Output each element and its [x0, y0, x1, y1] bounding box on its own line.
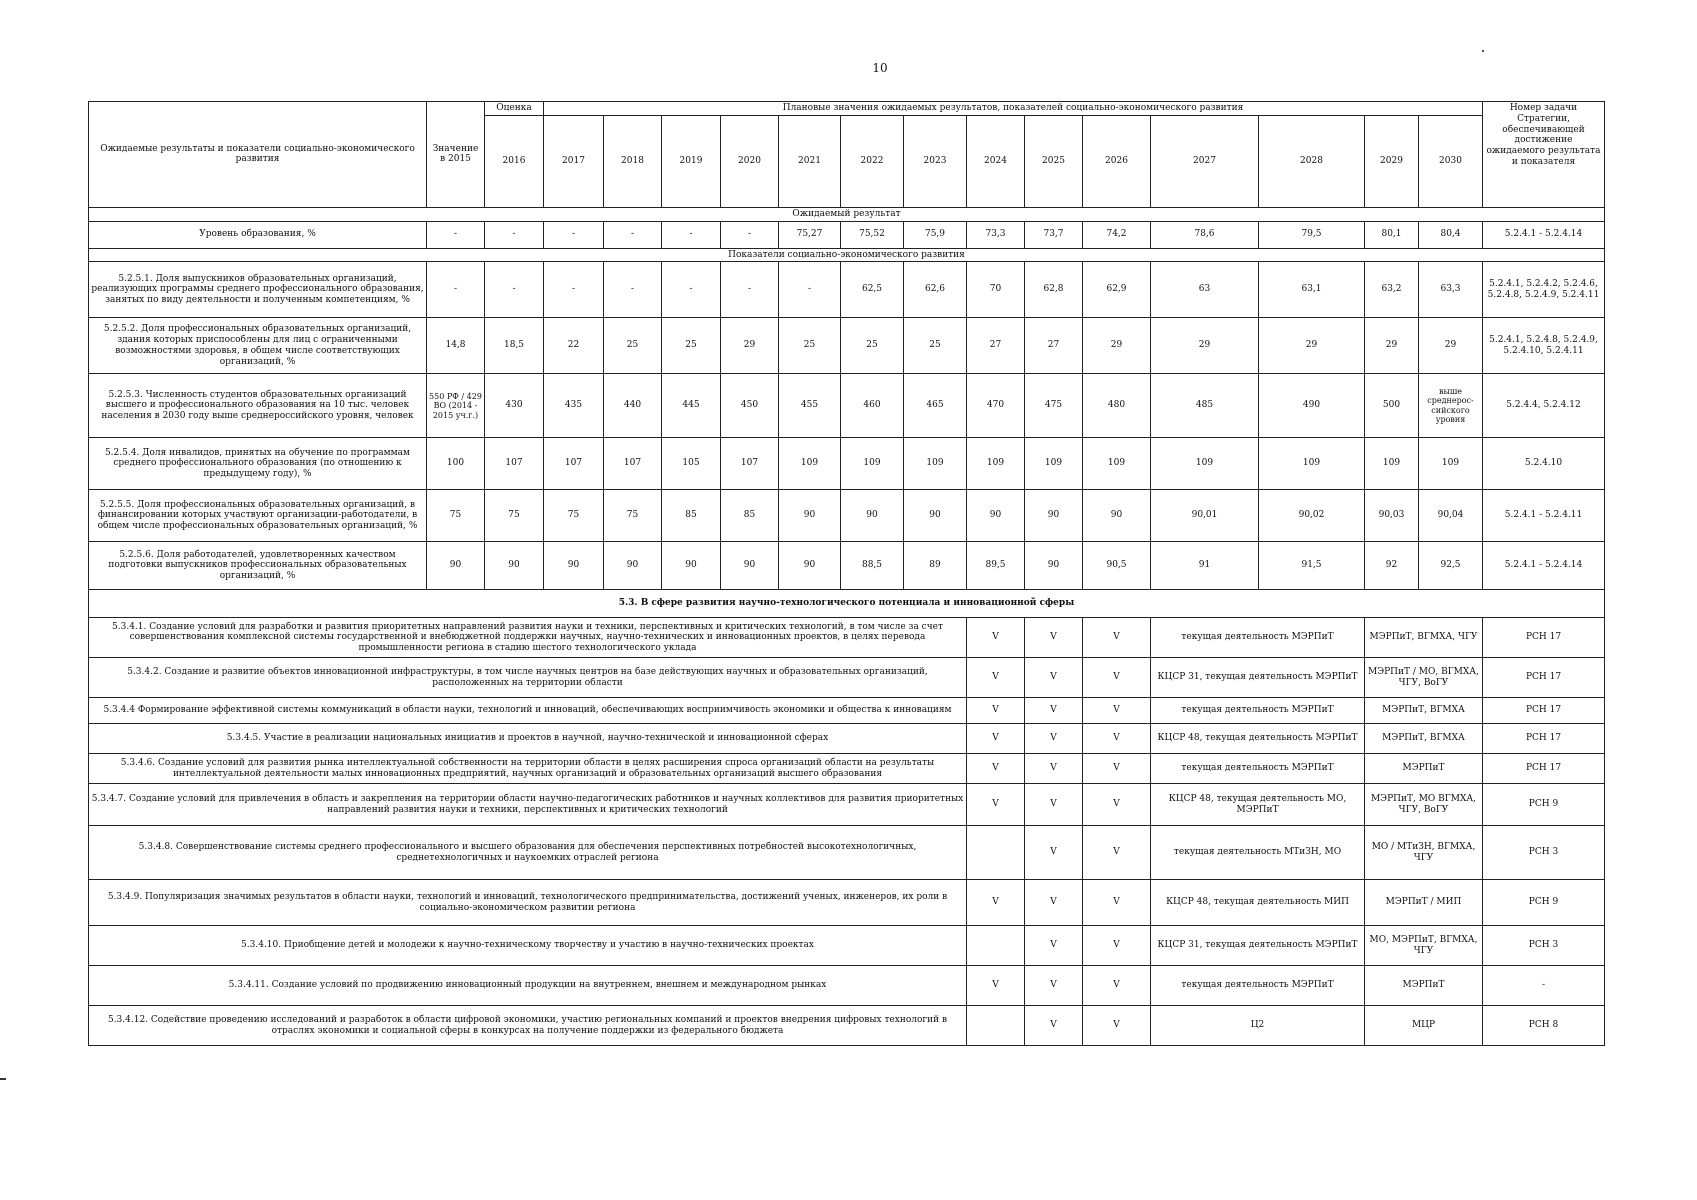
value-cell: 63,2	[1365, 262, 1419, 318]
value-cell: -	[485, 262, 544, 318]
science-row	[89, 784, 1605, 826]
value-cell: 90,01	[1151, 490, 1259, 542]
mark-2025-2030: V	[1025, 698, 1083, 724]
executor: МО / МТиЗН, ВГМХА, ЧГУ	[1365, 826, 1483, 880]
value-cell: 90	[604, 542, 662, 590]
year-header: 2016	[485, 115, 544, 207]
mark-2031-2035: V	[1083, 784, 1151, 826]
value-cell: 465	[904, 374, 967, 438]
value-cell: -	[485, 221, 544, 248]
value-cell: 75,52	[841, 221, 904, 248]
measure-label: 5.3.4.9. Популяризация значимых результатов в области науки, технологий и инноваций, технологического предпринимательства, достижений ученых, инженеров, их роли в социально-экономическом развитии региона	[89, 880, 967, 926]
value-cell: 89,5	[967, 542, 1025, 590]
task-cell: 5.2.4.1, 5.2.4.8, 5.2.4.9, 5.2.4.10, 5.2.4.11	[1483, 318, 1605, 374]
value-cell: 105	[662, 438, 721, 490]
indicator-label: 5.2.5.1. Доля выпускников образовательных организаций, реализующих программы среднего профессионального образования, занятых по виду деятельности и полученным компетенциям, %	[89, 262, 427, 318]
value-cell: 29	[1151, 318, 1259, 374]
strategy-code: РСН 9	[1483, 880, 1605, 926]
value-cell: 29	[1259, 318, 1365, 374]
value-cell: 18,5	[485, 318, 544, 374]
mark-2019-2024: V	[967, 754, 1025, 784]
measure-label: 5.3.4.6. Создание условий для развития рынка интеллектуальной собственности на территории области в целях расширения спроса организаций области на результаты интеллектуальной деятельности малых инновационных предприятий, научных организаций и образовательных организаций высшего образования	[89, 754, 967, 784]
mark-2025-2030: V	[1025, 926, 1083, 966]
value-cell: 109	[904, 438, 967, 490]
mark-2019-2024: V	[967, 880, 1025, 926]
value-cell: 62,5	[841, 262, 904, 318]
mark-2019-2024	[967, 1006, 1025, 1046]
mark-2019-2024: V	[967, 658, 1025, 698]
science-row	[89, 1006, 1605, 1046]
value-cell: 63	[1151, 262, 1259, 318]
value-cell: 70	[967, 262, 1025, 318]
value-cell: 107	[485, 438, 544, 490]
value-cell: 25	[841, 318, 904, 374]
value-cell: 480	[1083, 374, 1151, 438]
value-cell: 90,5	[1083, 542, 1151, 590]
value-cell: 90	[662, 542, 721, 590]
value-cell: 62,6	[904, 262, 967, 318]
year-header: 2021	[779, 115, 841, 207]
value-cell: 90,04	[1419, 490, 1483, 542]
expected-label: Уровень образования, %	[89, 221, 427, 248]
mark-2031-2035: V	[1083, 618, 1151, 658]
mark-2019-2024	[967, 926, 1025, 966]
value-cell: 90	[967, 490, 1025, 542]
science-row	[89, 826, 1605, 880]
value-cell: 100	[427, 438, 485, 490]
value-cell: 90	[1025, 542, 1083, 590]
indicator-label: 5.2.5.4. Доля инвалидов, принятых на обучение по программам среднего профессионального образования (по отношению к предыдущему году), %	[89, 438, 427, 490]
value-cell: 25	[779, 318, 841, 374]
mark-2031-2035: V	[1083, 754, 1151, 784]
year-header: 2017	[544, 115, 604, 207]
value-cell: 62,9	[1083, 262, 1151, 318]
indicator-label: 5.2.5.2. Доля профессиональных образовательных организаций, здания которых приспособлены для лиц с ограниченными возможностями здоровья, в общем числе соответствующих организаций, %	[89, 318, 427, 374]
mark-2025-2030: V	[1025, 724, 1083, 754]
mark-2019-2024: V	[967, 724, 1025, 754]
value-cell: 90	[1025, 490, 1083, 542]
value-cell: 90	[779, 490, 841, 542]
executor: МЭРПиТ	[1365, 966, 1483, 1006]
year-header: 2025	[1025, 115, 1083, 207]
indicator-label: 5.2.5.5. Доля профессиональных образовательных организаций, в финансировании которых участвуют организации-работодатели, в общем числе профессиональных образовательных организаций, %	[89, 490, 427, 542]
value-cell: -	[662, 221, 721, 248]
year-header: 2023	[904, 115, 967, 207]
mark-2031-2035: V	[1083, 698, 1151, 724]
funding-source: КЦСР 48, текущая деятельность МО, МЭРПиТ	[1151, 784, 1365, 826]
value-cell: 74,2	[1083, 221, 1151, 248]
header-task: Номер задачи Стратегии, обеспечивающей достижение ожидаемого результата и показателя	[1483, 102, 1605, 208]
page-number: 10	[872, 61, 888, 75]
value-cell: 90	[779, 542, 841, 590]
value-cell: 92	[1365, 542, 1419, 590]
scan-edge-mark	[0, 1078, 6, 1080]
mark-2025-2030: V	[1025, 618, 1083, 658]
task-cell: 5.2.4.1 - 5.2.4.14	[1483, 542, 1605, 590]
indicator-label: 5.2.5.6. Доля работодателей, удовлетворенных качеством подготовки выпускников профессиональных образовательных организаций, %	[89, 542, 427, 590]
strategy-code: РСН 9	[1483, 784, 1605, 826]
value-cell: 107	[721, 438, 779, 490]
value-cell: 90	[721, 542, 779, 590]
value-cell: -	[721, 221, 779, 248]
value-cell: 22	[544, 318, 604, 374]
value-cell: 75,9	[904, 221, 967, 248]
value-cell: 109	[1025, 438, 1083, 490]
science-row	[89, 754, 1605, 784]
indicator-row	[89, 318, 1605, 374]
value-cell: 29	[1083, 318, 1151, 374]
measure-label: 5.3.4.5. Участие в реализации национальных инициатив и проектов в научной, научно-технической и инновационной сферах	[89, 724, 967, 754]
funding-source: текущая деятельность МЭРПиТ	[1151, 754, 1365, 784]
measure-label: 5.3.4.11. Создание условий по продвижению инновационный продукции на внутреннем, внешнем и международном рынках	[89, 966, 967, 1006]
funding-source: текущая деятельность МЭРПиТ	[1151, 698, 1365, 724]
value-cell: 90	[904, 490, 967, 542]
value-cell: 109	[967, 438, 1025, 490]
mark-2019-2024: V	[967, 784, 1025, 826]
value-cell: 109	[1151, 438, 1259, 490]
mark-2031-2035: V	[1083, 926, 1151, 966]
funding-source: КЦСР 31, текущая деятельность МЭРПиТ	[1151, 658, 1365, 698]
value-cell: 550 РФ / 429 ВО (2014 - 2015 уч.г.)	[427, 374, 485, 438]
executor: МЭРПиТ	[1365, 754, 1483, 784]
value-cell: выше среднерос-сийского уровня	[1419, 374, 1483, 438]
executor: МЭРПиТ, ВГМХА	[1365, 698, 1483, 724]
mark-2031-2035: V	[1083, 1006, 1151, 1046]
funding-source: текущая деятельность МТиЗН, МО	[1151, 826, 1365, 880]
task-cell: 5.2.4.10	[1483, 438, 1605, 490]
measure-label: 5.3.4.4 Формирование эффективной системы коммуникаций в области науки, технологий и инноваций, обеспечивающих восприимчивость экономики и общества к инновациям	[89, 698, 967, 724]
year-header: 2029	[1365, 115, 1419, 207]
year-header: 2020	[721, 115, 779, 207]
executor: МЭРПиТ, ВГМХА, ЧГУ	[1365, 618, 1483, 658]
executor: МЭРПиТ / МО, ВГМХА, ЧГУ, ВоГУ	[1365, 658, 1483, 698]
value-cell: 91,5	[1259, 542, 1365, 590]
value-cell: 90	[1083, 490, 1151, 542]
executor: МЭРПиТ / МИП	[1365, 880, 1483, 926]
measure-label: 5.3.4.10. Приобщение детей и молодежи к научно-техническому творчеству и участию в научно-технических проектах	[89, 926, 967, 966]
measure-label: 5.3.4.1. Создание условий для разработки и развития приоритетных направлений развития науки и техники, перспективных и критических технологий, в том числе за счет совершенствования комплексной системы государственной и внебюджетной поддержки научных, научно-технических и инновационных проектов, в целях перевода промышленности региона в стадию шестого технологического уклада	[89, 618, 967, 658]
value-cell: 73,7	[1025, 221, 1083, 248]
task-cell: 5.2.4.1, 5.2.4.2, 5.2.4.6, 5.2.4.8, 5.2.4.9, 5.2.4.11	[1483, 262, 1605, 318]
value-cell: 27	[967, 318, 1025, 374]
value-cell: -	[544, 262, 604, 318]
mark-2025-2030: V	[1025, 826, 1083, 880]
value-cell: 78,6	[1151, 221, 1259, 248]
value-cell: 430	[485, 374, 544, 438]
measure-label: 5.3.4.8. Совершенствование системы среднего профессионального и высшего образования для обеспечения перспективных потребностей высокотехнологичных, среднетехнологичных и наукоемких отраслей региона	[89, 826, 967, 880]
value-cell: 440	[604, 374, 662, 438]
header-indicator: Ожидаемые результаты и показатели социально-экономического развития	[89, 102, 427, 208]
strategy-code: РСН 3	[1483, 826, 1605, 880]
executor: МЭРПиТ, МО ВГМХА, ЧГУ, ВоГУ	[1365, 784, 1483, 826]
value-cell: -	[721, 262, 779, 318]
funding-source: КЦСР 31, текущая деятельность МЭРПиТ	[1151, 926, 1365, 966]
year-header: 2027	[1151, 115, 1259, 207]
value-cell: 455	[779, 374, 841, 438]
task-cell: 5.2.4.4, 5.2.4.12	[1483, 374, 1605, 438]
mark-2025-2030: V	[1025, 784, 1083, 826]
value-cell: 62,8	[1025, 262, 1083, 318]
indicator-label: 5.2.5.3. Численность студентов образовательных организаций высшего и профессионального образования на 10 тыс. человек населения в 2030 году выше среднероссийского уровня, человек	[89, 374, 427, 438]
value-cell: 435	[544, 374, 604, 438]
value-cell: 109	[1083, 438, 1151, 490]
value-cell: 450	[721, 374, 779, 438]
measure-label: 5.3.4.12. Содействие проведению исследований и разработок в области цифровой экономики, участию региональных компаний и проектов внедрения цифровых технологий в отраслях экономики и социальной сферы в конкурсах на получение поддержки из федерального бюджета	[89, 1006, 967, 1046]
value-cell: 85	[721, 490, 779, 542]
value-cell: 25	[662, 318, 721, 374]
funding-source: текущая деятельность МЭРПиТ	[1151, 618, 1365, 658]
value-cell: -	[604, 262, 662, 318]
value-cell: 88,5	[841, 542, 904, 590]
measure-label: 5.3.4.2. Создание и развитие объектов инновационной инфраструктуры, в том числе научных центров на базе действующих научных и образовательных организаций, расположенных на территории области	[89, 658, 967, 698]
value-cell: 73,3	[967, 221, 1025, 248]
mark-2025-2030: V	[1025, 880, 1083, 926]
mark-2031-2035: V	[1083, 724, 1151, 754]
section-expected: Ожидаемый результат	[89, 207, 1605, 221]
value-cell: 29	[1365, 318, 1419, 374]
strategy-code: РСН 17	[1483, 724, 1605, 754]
value-cell: 92,5	[1419, 542, 1483, 590]
value-cell: 490	[1259, 374, 1365, 438]
value-cell: -	[604, 221, 662, 248]
funding-source: Ц2	[1151, 1006, 1365, 1046]
science-row	[89, 926, 1605, 966]
mark-2025-2030: V	[1025, 966, 1083, 1006]
indicator-row	[89, 542, 1605, 590]
value-cell: 75	[544, 490, 604, 542]
value-cell: 90,02	[1259, 490, 1365, 542]
science-row	[89, 880, 1605, 926]
value-cell: 470	[967, 374, 1025, 438]
value-cell: 29	[1419, 318, 1483, 374]
value-cell: 75	[604, 490, 662, 542]
strategy-table	[88, 101, 1605, 1046]
value-cell: -	[427, 262, 485, 318]
mark-2019-2024: V	[967, 698, 1025, 724]
science-row	[89, 658, 1605, 698]
section-indicators: Показатели социально-экономического развития	[89, 248, 1605, 262]
value-cell: 80,1	[1365, 221, 1419, 248]
indicator-row	[89, 490, 1605, 542]
value-cell: -	[779, 262, 841, 318]
value-cell: 91	[1151, 542, 1259, 590]
mark-2031-2035: V	[1083, 880, 1151, 926]
value-cell: 460	[841, 374, 904, 438]
value-cell: -	[662, 262, 721, 318]
value-cell: 90	[427, 542, 485, 590]
strategy-code: РСН 17	[1483, 754, 1605, 784]
year-header: 2028	[1259, 115, 1365, 207]
mark-2019-2024: V	[967, 618, 1025, 658]
value-cell: 25	[904, 318, 967, 374]
strategy-code: РСН 17	[1483, 698, 1605, 724]
value-cell: 75,27	[779, 221, 841, 248]
value-cell: 109	[1419, 438, 1483, 490]
science-row	[89, 618, 1605, 658]
mark-2031-2035: V	[1083, 658, 1151, 698]
mark-2031-2035: V	[1083, 826, 1151, 880]
science-row	[89, 966, 1605, 1006]
header-estimate: Оценка	[485, 102, 544, 116]
value-cell: -	[544, 221, 604, 248]
header-plan: Плановые значения ожидаемых результатов, показателей социально-экономического развития	[544, 102, 1483, 116]
value-cell: 27	[1025, 318, 1083, 374]
value-cell: 109	[779, 438, 841, 490]
executor: МО, МЭРПиТ, ВГМХА, ЧГУ	[1365, 926, 1483, 966]
value-cell: 475	[1025, 374, 1083, 438]
value-cell: 107	[544, 438, 604, 490]
strategy-code: РСН 8	[1483, 1006, 1605, 1046]
indicator-row	[89, 262, 1605, 318]
value-cell: 109	[841, 438, 904, 490]
mark-2019-2024	[967, 826, 1025, 880]
science-row	[89, 698, 1605, 724]
header-value-2015: Значение в 2015	[427, 102, 485, 208]
measure-label: 5.3.4.7. Создание условий для привлечения в область и закрепления на территории области научно-педагогических работников и научных коллективов для развития приоритетных направлений развития науки и техники, перспективных и критических технологий	[89, 784, 967, 826]
value-cell: 107	[604, 438, 662, 490]
year-header: 2019	[662, 115, 721, 207]
strategy-code: -	[1483, 966, 1605, 1006]
mark-2025-2030: V	[1025, 1006, 1083, 1046]
mark-2031-2035: V	[1083, 966, 1151, 1006]
funding-source: текущая деятельность МЭРПиТ	[1151, 966, 1365, 1006]
strategy-code: РСН 17	[1483, 658, 1605, 698]
indicator-row	[89, 438, 1605, 490]
value-cell: 89	[904, 542, 967, 590]
value-cell: 90,03	[1365, 490, 1419, 542]
value-cell: 80,4	[1419, 221, 1483, 248]
year-header: 2022	[841, 115, 904, 207]
value-cell: 63,1	[1259, 262, 1365, 318]
value-cell: 25	[604, 318, 662, 374]
year-header: 2026	[1083, 115, 1151, 207]
executor: МЭРПиТ, ВГМХА	[1365, 724, 1483, 754]
strategy-code: РСН 3	[1483, 926, 1605, 966]
value-cell: 29	[721, 318, 779, 374]
year-header: 2030	[1419, 115, 1483, 207]
value-cell: 14,8	[427, 318, 485, 374]
value-cell: 79,5	[1259, 221, 1365, 248]
funding-source: КЦСР 48, текущая деятельность МИП	[1151, 880, 1365, 926]
mark-2025-2030: V	[1025, 754, 1083, 784]
value-cell: 90	[841, 490, 904, 542]
mark-2025-2030: V	[1025, 658, 1083, 698]
task-cell: 5.2.4.1 - 5.2.4.11	[1483, 490, 1605, 542]
value-cell: 75	[485, 490, 544, 542]
value-cell: 90	[544, 542, 604, 590]
value-cell: 109	[1259, 438, 1365, 490]
value-cell: 109	[1365, 438, 1419, 490]
value-cell: 63,3	[1419, 262, 1483, 318]
mark-2019-2024: V	[967, 966, 1025, 1006]
strategy-code: РСН 17	[1483, 618, 1605, 658]
funding-source: КЦСР 48, текущая деятельность МЭРПиТ	[1151, 724, 1365, 754]
value-cell: 500	[1365, 374, 1419, 438]
task-cell: 5.2.4.1 - 5.2.4.14	[1483, 221, 1605, 248]
value-cell: 75	[427, 490, 485, 542]
value-cell: 445	[662, 374, 721, 438]
value-cell: -	[427, 221, 485, 248]
year-header: 2018	[604, 115, 662, 207]
section-science: 5.3. В сфере развития научно-технологического потенциала и инновационной сферы	[89, 590, 1605, 618]
executor: МЦР	[1365, 1006, 1483, 1046]
scan-dot	[1482, 50, 1484, 52]
indicator-row	[89, 374, 1605, 438]
value-cell: 85	[662, 490, 721, 542]
year-header: 2024	[967, 115, 1025, 207]
value-cell: 90	[485, 542, 544, 590]
science-row	[89, 724, 1605, 754]
value-cell: 485	[1151, 374, 1259, 438]
